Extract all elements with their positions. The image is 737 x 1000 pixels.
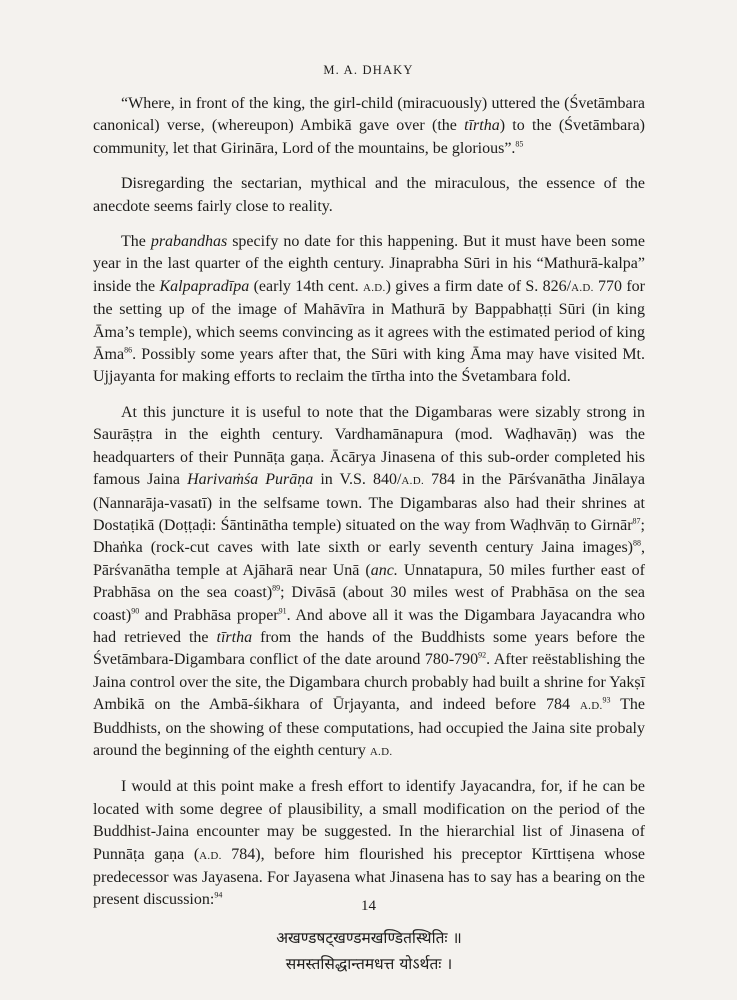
footnote-reference: 87 [632,516,641,526]
footnote-reference: 88 [633,538,641,548]
text-run: , Pārśvanātha temple at Ajāharā near Unā ( [93,539,645,579]
footnote-reference: 92 [478,651,487,661]
running-header: M. A. DHAKY [323,63,414,77]
italic-term: anc. [370,561,398,579]
footnote-reference: 85 [515,139,524,149]
paragraph-4 [93,402,645,764]
footnote-reference: 93 [602,695,611,705]
paragraph-3 [93,231,645,389]
text-run: . And above all it was the Digambara Jayacandra who had retrieved the [93,606,645,646]
paragraph-5 [93,776,645,911]
text-run: 784), before him flourished his preceptor Kīrttiṣena whose predecessor was Jayasena. For Jayasena what Jinasena has to say has a bearing on the present discussion: [93,845,645,909]
text-run: “Where, in front of the king, the girl-child (miracuously) uttered the (Śvetāmbara canonical) verse, (whereupon) Ambikā gave over (the [93,95,645,135]
text-run: Unnatapura, 50 miles further east of Prabhāsa on the sea coast) [93,561,646,602]
text-run: (early 14th cent. [249,277,364,295]
text-run: I would at this point make a fresh effort to identify Jayacandra, for, if he can be located with some degree of plausibility, a small modification on the period of the Buddhist-Jaina encounter may be suggested. In the hierarchial list of Jinasena of Punnāṭa gaṇa ( [93,778,645,863]
text-run: . Possibly some years after that, the Sūri with king Āma may have visited Mt. Ujjayanta for making efforts to reclaim the tīrtha into the Śvetambara fold. [93,346,645,386]
text-run: The Buddhists, on the showing of these computations, had occupied the Jaina site probaly around the beginning of the eighth century [93,696,646,759]
era-abbreviation: A.D. [199,849,222,862]
text-run: 784 in the Pārśvanātha Jinālaya (Nannarāja-vasatī) in the selfsame town. The Digambaras also had their shrines at Dostaṭikā (Doṭṭaḍi: Śāntinātha temple) situated on the way from Waḍhvāṇ to Girnār [93,471,646,534]
italic-term: Kalpapradīpa [159,277,250,295]
text-run: ; Dhaṅka (rock-cut caves with late sixth or early seventh century Jaina images) [93,516,645,557]
footnote-reference: 91 [278,606,287,616]
era-abbreviation: A.D. [579,700,603,713]
text-run: 770 for the setting up of the image of Mahāvīra in Mathurā by Bappabhaṭṭi Sūri (in king Āma’s temple), which seems convincing as it agrees with the estimated period of king Āma [93,277,646,364]
footnote-reference: 89 [272,583,281,593]
page-number: 14 [361,898,376,914]
paragraph-quote [93,93,645,160]
body-text [93,93,645,977]
text-run: . After reëstablishing the Jaina control over the site, the Digambara church probably had built a shrine for Yakṣī Ambikā on the Ambā-śikhara of Ūrjayanta, and indeed before 784 [93,651,646,714]
era-abbreviation: A.D. [401,475,425,488]
text-run: ; Divāsā (about 30 miles west of Prabhāsa on the sea coast) [93,584,645,624]
text-run: from the hands of the Buddhists some years before the Śvetāmbara-Digambara conflict of the date around 780-790 [93,628,645,669]
italic-term: tīrtha [216,628,253,646]
text-run: and Prabhāsa proper [139,606,279,624]
era-abbreviation: A.D. [363,281,386,294]
italic-term: prabandhas [150,233,228,251]
text-run: The [121,233,151,251]
footnote-reference: 86 [124,345,133,355]
footnote-reference: 94 [214,891,223,901]
footnote-reference: 90 [131,606,140,616]
text-run: ) gives a firm date of S. 826/ [385,277,572,295]
text-run: ) to the (Śvetāmbara) community, let that Girināra, Lord of the mountains, be glorious”. [93,117,646,157]
paragraph-2 [93,173,645,218]
text-run: specify no date for this happening. But it must have been some year in the last quarter of the eighth century. Jinaprabha Sūri in his “Mathurā-kalpa” inside the [93,233,646,295]
era-abbreviation: A.D. [571,281,594,294]
italic-term: tīrtha [464,117,500,135]
sanskrit-verse-line-2: समस्तसिद्धान्तमधत्त योऽर्थतः । [285,954,453,973]
text-run: in V.S. 840/ [313,471,402,489]
era-abbreviation: A.D. [369,745,393,758]
italic-term: Harivaṁśa Purāṇa [187,471,314,489]
text-run: Disregarding the sectarian, mythical and the miraculous, the essence of the anecdote seems fairly close to reality. [93,175,645,215]
sanskrit-verse-line-1: अखण्डषट्खण्डमखण्डितस्थितिः ॥ [276,928,462,947]
text-run: At this juncture it is useful to note that the Digambaras were sizably strong in Saurāṣṭra in the eighth century. Vardhamānapura (mod. Waḍhavāṇ) was the headquarters of their Punnāṭa gaṇa. Ācārya Jinasena of this sub-order completed his famous Jaina [93,403,645,489]
